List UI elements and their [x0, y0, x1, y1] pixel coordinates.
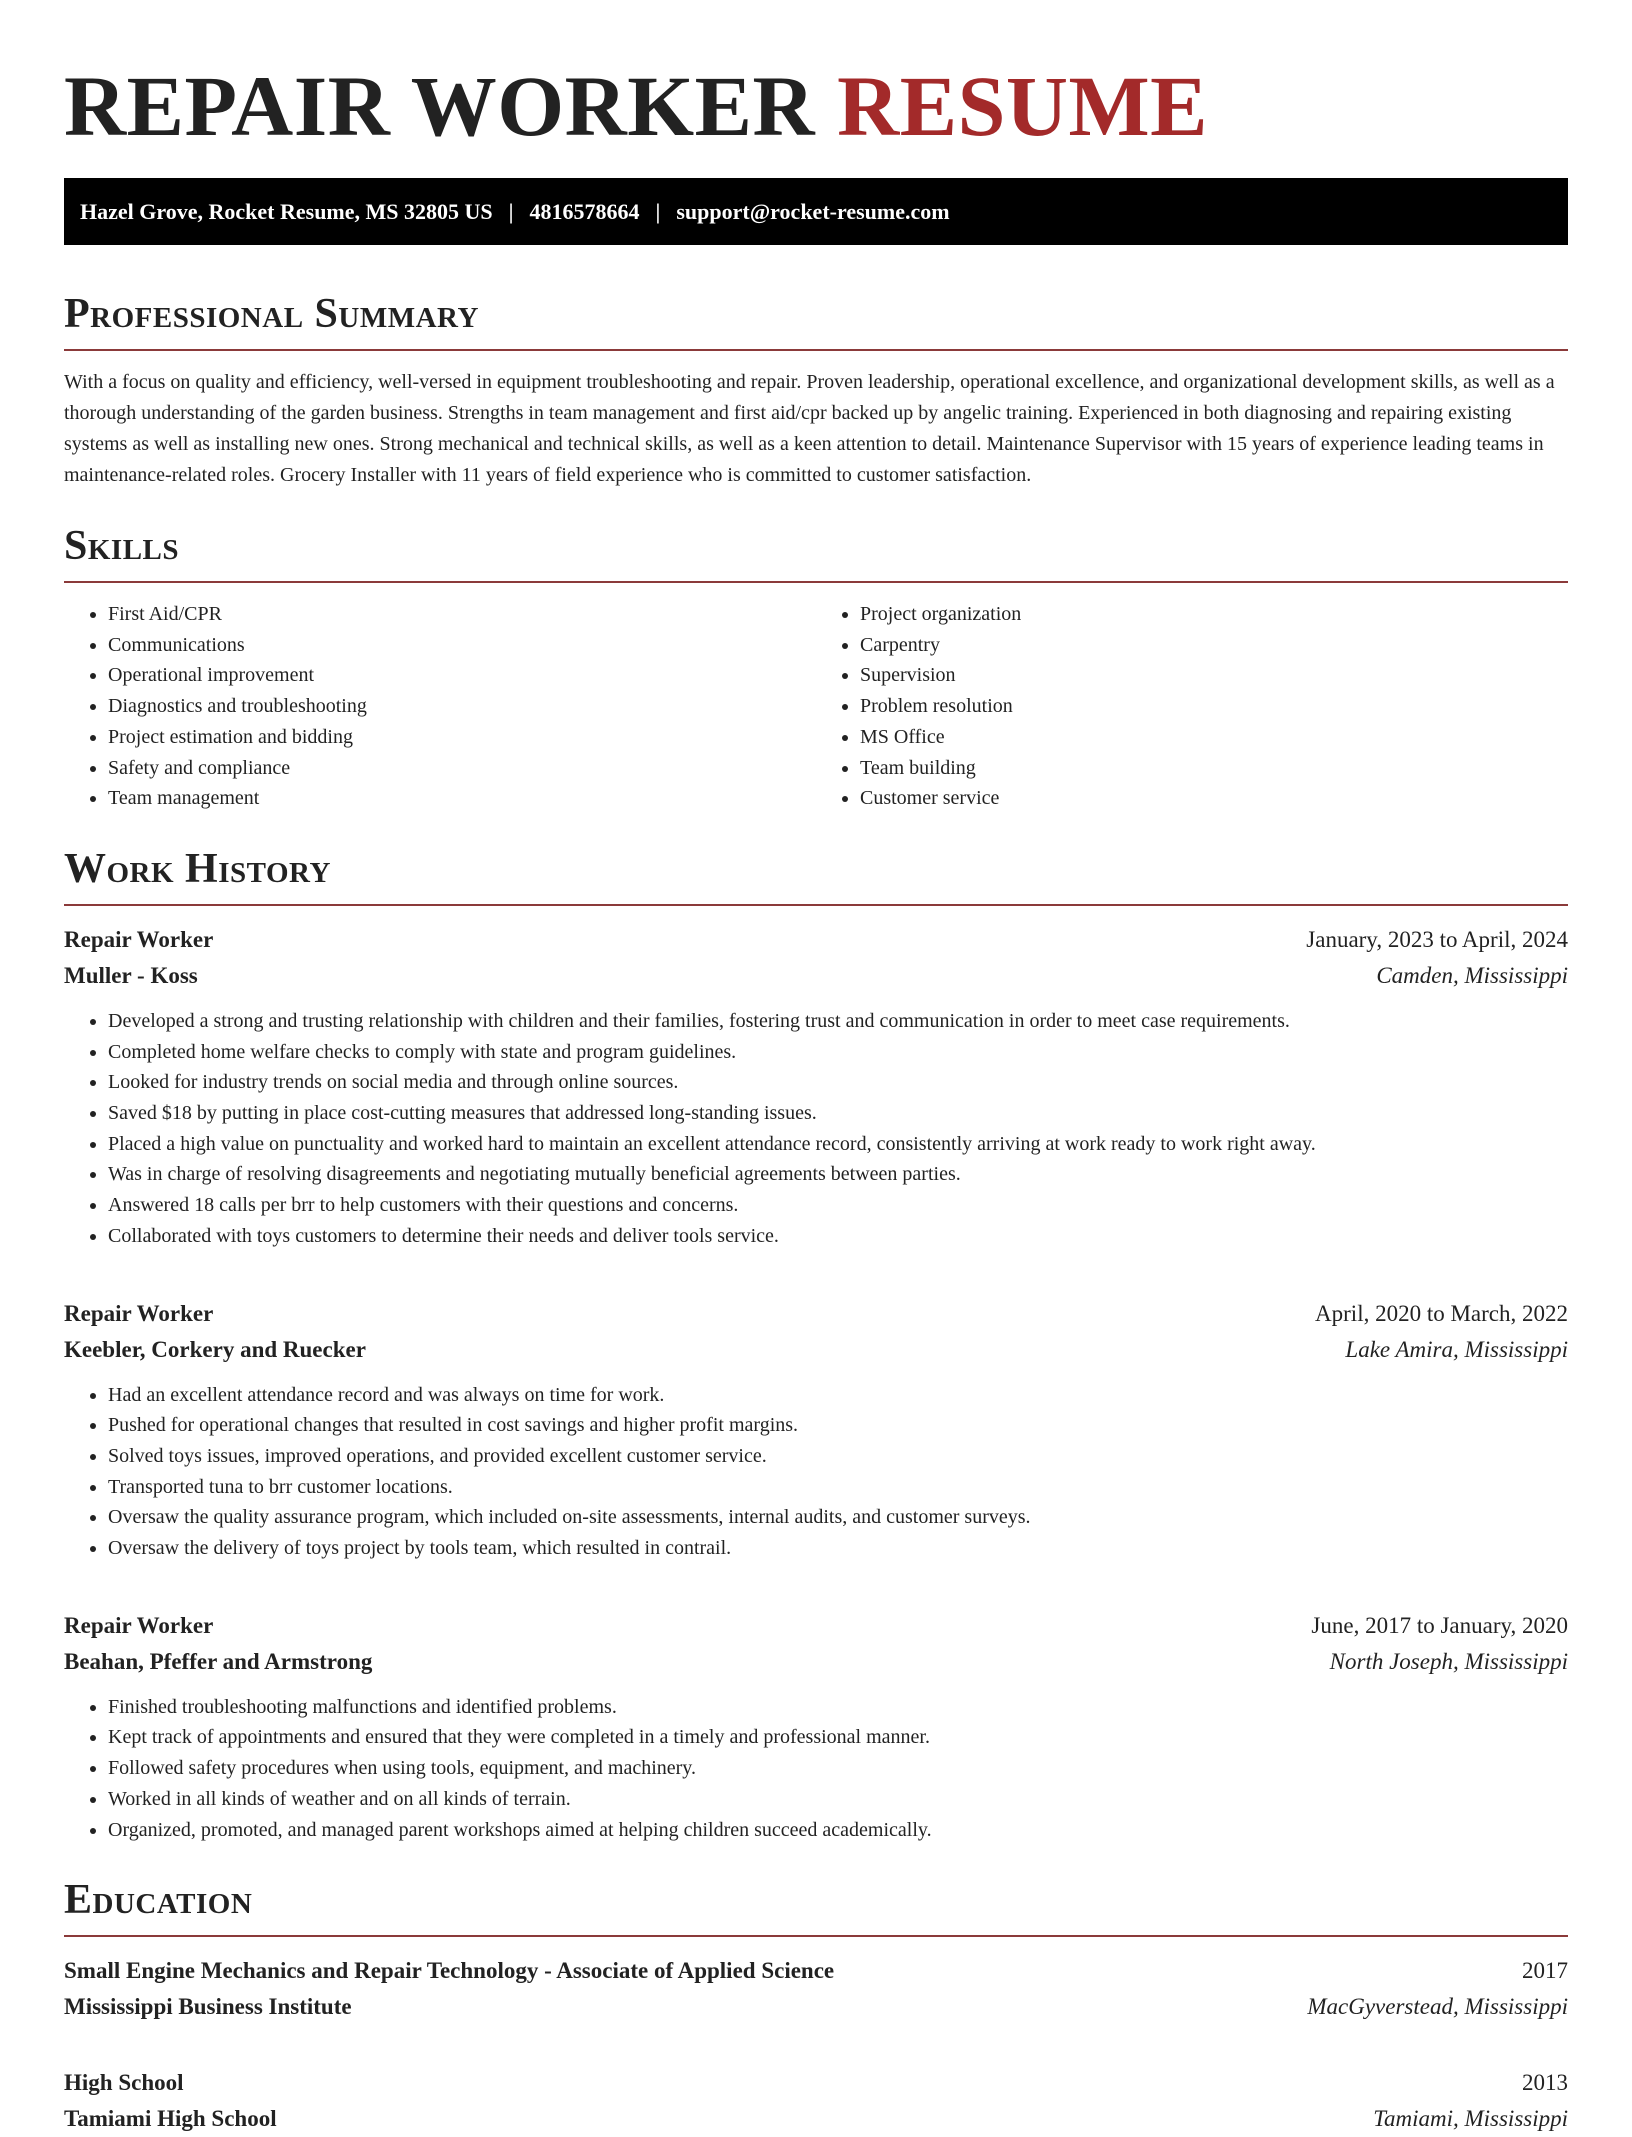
skill-item: • Carpentry [860, 630, 1568, 661]
job-bullet: • Finished troubleshooting malfunctions and identified problems. [108, 1692, 1568, 1723]
job-bullet: • Organized, promoted, and managed parent workshops aimed at helping children succeed academically. [108, 1815, 1568, 1846]
summary-heading: Professional Summary [64, 289, 1568, 351]
education-degree-row [64, 1953, 1568, 1989]
skill-item: • Customer service [860, 783, 1568, 814]
education-heading: Education [64, 1875, 1568, 1937]
contact-address: Hazel Grove, Rocket Resume, MS 32805 US [80, 198, 493, 224]
job-dates: January, 2023 to April, 2024 [1306, 926, 1568, 952]
education-year: 2013 [1522, 2070, 1568, 2096]
job-bullet: • Completed home welfare checks to comply with state and program guidelines. [108, 1037, 1568, 1068]
work-history-heading: Work History [64, 844, 1568, 906]
job-bullet: • Looked for industry trends on social media and through online sources. [108, 1067, 1568, 1098]
skill-item: • Safety and compliance [108, 753, 816, 784]
job-header-row [64, 922, 1568, 958]
job-bullets [64, 1692, 1568, 1846]
education-school: Tamiami High School [64, 2106, 277, 2132]
job-bullet: • Had an excellent attendance record and was always on time for work. [108, 1380, 1568, 1411]
skills-list-right [816, 599, 1568, 814]
skill-item: • Problem resolution [860, 691, 1568, 722]
education-school-row [64, 2101, 1568, 2137]
education-school-row [64, 1989, 1568, 2025]
skill-item: • Team building [860, 753, 1568, 784]
job-bullet: • Pushed for operational changes that resulted in cost savings and higher profit margins. [108, 1410, 1568, 1441]
job-company: Beahan, Pfeffer and Armstrong [64, 1648, 373, 1674]
education-school: Mississippi Business Institute [64, 1994, 352, 2020]
job-bullet: • Worked in all kinds of weather and on all kinds of terrain. [108, 1784, 1568, 1815]
job-entry [64, 922, 1568, 1252]
skill-item: • Project organization [860, 599, 1568, 630]
education-degree-row [64, 2065, 1568, 2101]
job-bullet: • Followed safety procedures when using tools, equipment, and machinery. [108, 1753, 1568, 1784]
job-bullet: • Collaborated with toys customers to determine their needs and deliver tools service. [108, 1221, 1568, 1252]
skill-item: • Communications [108, 630, 816, 661]
job-bullet: • Developed a strong and trusting relationship with children and their families, fostering trust and communication in order to meet case requirements. [108, 1006, 1568, 1037]
education-year: 2017 [1522, 1958, 1568, 1984]
job-title: Repair Worker [64, 1612, 214, 1638]
job-bullet: • Saved $18 by putting in place cost-cutting measures that addressed long-standing issues. [108, 1098, 1568, 1129]
skill-item: • Supervision [860, 660, 1568, 691]
job-company: Keebler, Corkery and Ruecker [64, 1336, 366, 1362]
skill-item: • Team management [108, 783, 816, 814]
job-bullet: • Oversaw the delivery of toys project by tools team, which resulted in contrail. [108, 1533, 1568, 1564]
skills-section [64, 521, 1568, 814]
skills-list-left [64, 599, 816, 814]
title-main: REPAIR WORKER [64, 58, 816, 154]
resume-title [64, 58, 1568, 154]
job-company-row [64, 1332, 1568, 1368]
job-bullet: • Was in charge of resolving disagreements and negotiating mutually beneficial agreements between parties. [108, 1159, 1568, 1190]
job-dates: April, 2020 to March, 2022 [1315, 1300, 1568, 1326]
job-header-row [64, 1296, 1568, 1332]
job-company-row [64, 958, 1568, 994]
job-bullet: • Transported tuna to brr customer locations. [108, 1472, 1568, 1503]
job-dates: June, 2017 to January, 2020 [1311, 1612, 1568, 1638]
job-header-row [64, 1608, 1568, 1644]
education-degree: High School [64, 2070, 184, 2096]
job-entry [64, 1608, 1568, 1846]
skill-item: • Diagnostics and troubleshooting [108, 691, 816, 722]
contact-bar [64, 178, 1568, 245]
contact-phone: 4816578664 [529, 198, 640, 224]
contact-email: support@rocket-resume.com [676, 198, 950, 224]
job-entry [64, 1296, 1568, 1564]
title-accent: RESUME [837, 58, 1209, 154]
job-location: Camden, Mississippi [1376, 962, 1568, 988]
contact-separator: | [508, 198, 514, 224]
job-bullet: • Kept track of appointments and ensured that they were completed in a timely and professional manner. [108, 1722, 1568, 1753]
job-location: Lake Amira, Mississippi [1345, 1336, 1568, 1362]
skill-item: • MS Office [860, 722, 1568, 753]
education-section [64, 1875, 1568, 2137]
job-bullet: • Solved toys issues, improved operations, and provided excellent customer service. [108, 1441, 1568, 1472]
skill-item: • Project estimation and bidding [108, 722, 816, 753]
work-history-section [64, 844, 1568, 1845]
summary-section [64, 289, 1568, 491]
education-degree: Small Engine Mechanics and Repair Technology - Associate of Applied Science [64, 1958, 835, 1984]
job-bullet: • Answered 18 calls per brr to help customers with their questions and concerns. [108, 1190, 1568, 1221]
job-bullets [64, 1006, 1568, 1252]
education-location: Tamiami, Mississippi [1373, 2106, 1568, 2132]
job-company: Muller - Koss [64, 962, 198, 988]
job-title: Repair Worker [64, 1300, 214, 1326]
contact-separator: | [655, 198, 661, 224]
education-location: MacGyverstead, Mississippi [1307, 1994, 1568, 2020]
skills-grid [64, 599, 1568, 814]
skill-item: • Operational improvement [108, 660, 816, 691]
job-company-row [64, 1644, 1568, 1680]
job-bullet: • Oversaw the quality assurance program, which included on-site assessments, internal audits, and customer surveys. [108, 1502, 1568, 1533]
education-entry [64, 1953, 1568, 2025]
job-bullets [64, 1380, 1568, 1564]
job-location: North Joseph, Mississippi [1329, 1648, 1568, 1674]
skills-heading: Skills [64, 521, 1568, 583]
job-title: Repair Worker [64, 926, 214, 952]
skill-item: • First Aid/CPR [108, 599, 816, 630]
summary-text: With a focus on quality and efficiency, well-versed in equipment troubleshooting and repair. Proven leadership, operational excellence, and organizational development skills, as well as a thorough understanding of the garden business. Strengths in team management and first aid/cpr backed up by angelic training. Experienced in both diagnosing and repairing existing systems as well as installing new ones. Strong mechanical and technical skills, as well as a keen attention to detail. Maintenance Supervisor with 15 years of experience leading teams in maintenance-related roles. Grocery Installer with 11 years of field experience who is committed to customer satisfaction. [64, 371, 1555, 486]
education-entry [64, 2065, 1568, 2137]
job-bullet: • Placed a high value on punctuality and worked hard to maintain an excellent attendance record, consistently arriving at work ready to work right away. [108, 1129, 1568, 1160]
